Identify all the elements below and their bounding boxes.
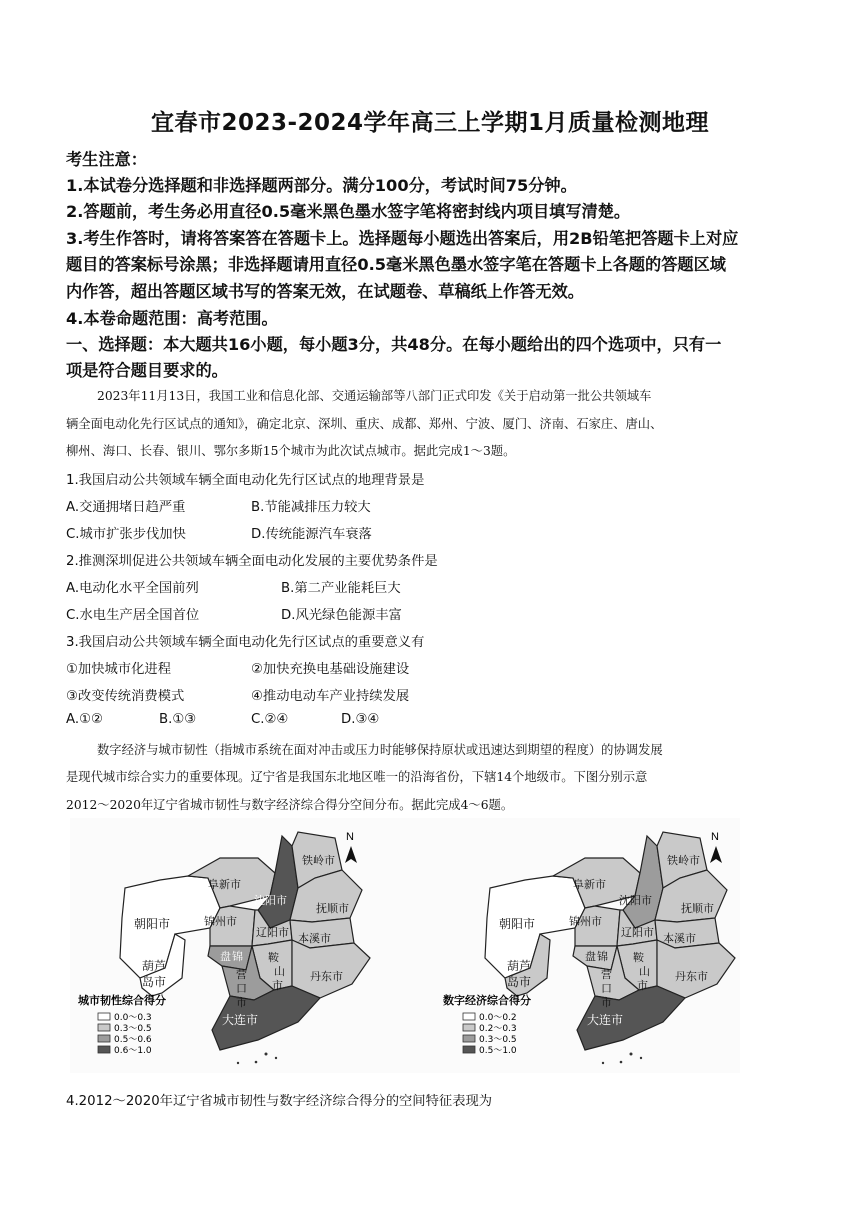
- notice-item: 题目的答案标号涂黑；非选择题请用直径0.5毫米黑色墨水签字笔在答题卡上各题的答题区域: [66, 255, 726, 274]
- notice-item: 2.答题前，考生务必用直径0.5毫米黑色墨水签字笔将密封线内项目填写清楚。: [66, 202, 631, 221]
- label-dalian: 大连市: [222, 1013, 259, 1027]
- question-stem: 3.我国启动公共领域车辆全面电动化先行区试点的重要意义有: [66, 635, 425, 650]
- north-arrow-icon: [345, 831, 357, 863]
- notice-item: 4.本卷命题范围：高考范围。: [66, 309, 278, 328]
- maps-figure: [70, 818, 740, 1073]
- label-fuxin: 阜新市: [573, 878, 606, 891]
- label-anshan-1: 鞍: [268, 951, 279, 964]
- legend-title: 数字经济综合得分: [443, 994, 531, 1007]
- option-a[interactable]: A.①②: [66, 712, 103, 727]
- question-stem: 2.推测深圳促进公共领域车辆全面电动化发展的主要优势条件是: [66, 554, 438, 569]
- legend-item: 0.3～0.5: [114, 1024, 152, 1034]
- label-liaoyang: 辽阳市: [256, 926, 289, 939]
- statement-1: ①加快城市化进程: [66, 662, 171, 677]
- notice-item: 内作答，超出答题区域书写的答案无效，在试题卷、草稿纸上作答无效。: [66, 282, 584, 301]
- label-yingkou-3: 市: [601, 996, 612, 1009]
- passage-line: 数字经济与城市韧性（指城市系统在面对冲击或压力时能够保持原状或迅速达到期望的程度）的协调发展: [97, 743, 663, 757]
- legend-item: 0.3～0.5: [479, 1035, 517, 1045]
- label-anshan-1: 鞍: [633, 951, 644, 964]
- section-heading: 项是符合题目要求的。: [66, 361, 228, 380]
- legend-item: 0.6～1.0: [114, 1046, 152, 1056]
- label-yingkou-3: 市: [236, 996, 247, 1009]
- option-d[interactable]: D.③④: [341, 712, 380, 727]
- legend-digital-economy: [443, 993, 531, 1056]
- north-label: N: [711, 831, 719, 843]
- label-liaoyang: 辽阳市: [621, 926, 654, 939]
- option-c[interactable]: C.城市扩张步伐加快: [66, 527, 186, 542]
- option-b[interactable]: B.第二产业能耗巨大: [281, 581, 401, 596]
- label-yingkou-1: 营: [601, 968, 612, 981]
- notice-heading: 考生注意：: [66, 150, 147, 169]
- label-shenyang: 沈阳市: [619, 894, 652, 907]
- passage-line: 是现代城市综合实力的重要体现。辽宁省是我国东北地区唯一的沿海省份，下辖14个地级市。下图分别示意: [66, 770, 648, 784]
- label-jinzhou: 锦州市: [569, 915, 602, 928]
- option-d[interactable]: D.传统能源汽车衰落: [251, 527, 372, 542]
- label-anshan-3: 市: [272, 979, 283, 992]
- legend-item: 0.0～0.2: [479, 1013, 517, 1023]
- label-fushun: 抚顺市: [316, 902, 349, 915]
- label-anshan-3: 市: [637, 979, 648, 992]
- label-yingkou-2: 口: [236, 982, 247, 995]
- legend-item: 0.5～1.0: [479, 1046, 517, 1056]
- label-fushun: 抚顺市: [681, 902, 714, 915]
- label-anshan-2: 山: [274, 965, 285, 978]
- maps-svg: [70, 818, 740, 1073]
- label-benxi: 本溪市: [663, 932, 696, 945]
- label-tieling: 铁岭市: [302, 854, 335, 867]
- label-yingkou-1: 营: [236, 968, 247, 981]
- statement-2: ②加快充换电基础设施建设: [251, 662, 410, 677]
- label-dandong: 丹东市: [310, 970, 343, 983]
- region-dandong: [292, 940, 370, 998]
- map-digital-economy: [443, 831, 735, 1064]
- label-anshan-2: 山: [639, 965, 650, 978]
- option-d[interactable]: D.风光绿色能源丰富: [281, 608, 402, 623]
- label-dandong: 丹东市: [675, 970, 708, 983]
- legend-item: 0.0～0.3: [114, 1013, 152, 1023]
- north-arrow-icon: [710, 831, 722, 863]
- map-resilience: [78, 831, 370, 1064]
- north-label: N: [346, 831, 354, 843]
- passage-line: 柳州、海口、长春、银川、鄂尔多斯15个城市为此次试点城市。据此完成1～3题。: [66, 444, 516, 458]
- option-c[interactable]: C.水电生产居全国首位: [66, 608, 200, 623]
- question-stem: 1.我国启动公共领域车辆全面电动化先行区试点的地理背景是: [66, 473, 425, 488]
- legend-item: 0.2～0.3: [479, 1024, 517, 1034]
- passage-line: 辆全面电动化先行区试点的通知》，确定北京、深圳、重庆、成都、郑州、宁波、厦门、济南、石家庄、唐山、: [66, 417, 663, 431]
- label-huludao-1: 葫芦: [142, 959, 167, 973]
- option-a[interactable]: A.交通拥堵日趋严重: [66, 500, 186, 515]
- label-panjin-1: 盘: [220, 950, 231, 963]
- statement-4: ④推动电动车产业持续发展: [251, 689, 410, 704]
- notice-item: 1.本试卷分选择题和非选择题两部分。满分100分，考试时间75分钟。: [66, 176, 577, 195]
- option-b[interactable]: B.①③: [159, 712, 197, 727]
- label-dalian: 大连市: [587, 1013, 624, 1027]
- passage-line: 2012～2020年辽宁省城市韧性与数字经济综合得分空间分布。据此完成4～6题。: [66, 798, 514, 812]
- label-panjin-2: 锦: [597, 950, 608, 963]
- legend-resilience: [78, 993, 166, 1056]
- label-huludao-2: 岛市: [142, 975, 167, 989]
- option-c[interactable]: C.②④: [251, 712, 289, 727]
- option-a[interactable]: A.电动化水平全国前列: [66, 581, 199, 596]
- label-chaoyang: 朝阳市: [134, 917, 171, 931]
- label-chaoyang: 朝阳市: [499, 917, 536, 931]
- label-jinzhou: 锦州市: [204, 915, 237, 928]
- passage-line: 2023年11月13日，我国工业和信息化部、交通运输部等八部门正式印发《关于启动第一批公共领域车: [97, 389, 652, 403]
- label-huludao-2: 岛市: [507, 975, 532, 989]
- label-panjin-2: 锦: [232, 950, 243, 963]
- section-heading: 一、选择题：本大题共16小题，每小题3分，共48分。在每小题给出的四个选项中，只有一: [66, 335, 722, 354]
- legend-title: 城市韧性综合得分: [78, 994, 166, 1007]
- question-stem: 4.2012～2020年辽宁省城市韧性与数字经济综合得分的空间特征表现为: [66, 1094, 493, 1109]
- region-dandong: [657, 940, 735, 998]
- option-b[interactable]: B.节能减排压力较大: [251, 500, 371, 515]
- label-shenyang: 沈阳市: [254, 894, 287, 907]
- label-yingkou-2: 口: [601, 982, 612, 995]
- page-title: 宜春市2023-2024学年高三上学期1月质量检测地理: [150, 110, 710, 136]
- label-huludao-1: 葫芦: [507, 959, 532, 973]
- legend-item: 0.5～0.6: [114, 1035, 152, 1045]
- label-benxi: 本溪市: [298, 932, 331, 945]
- label-tieling: 铁岭市: [667, 854, 700, 867]
- label-fuxin: 阜新市: [208, 878, 241, 891]
- notice-item: 3.考生作答时，请将答案答在答题卡上。选择题每小题选出答案后，用2B铅笔把答题卡上对应: [66, 229, 739, 248]
- statement-3: ③改变传统消费模式: [66, 689, 185, 704]
- label-panjin-1: 盘: [585, 950, 596, 963]
